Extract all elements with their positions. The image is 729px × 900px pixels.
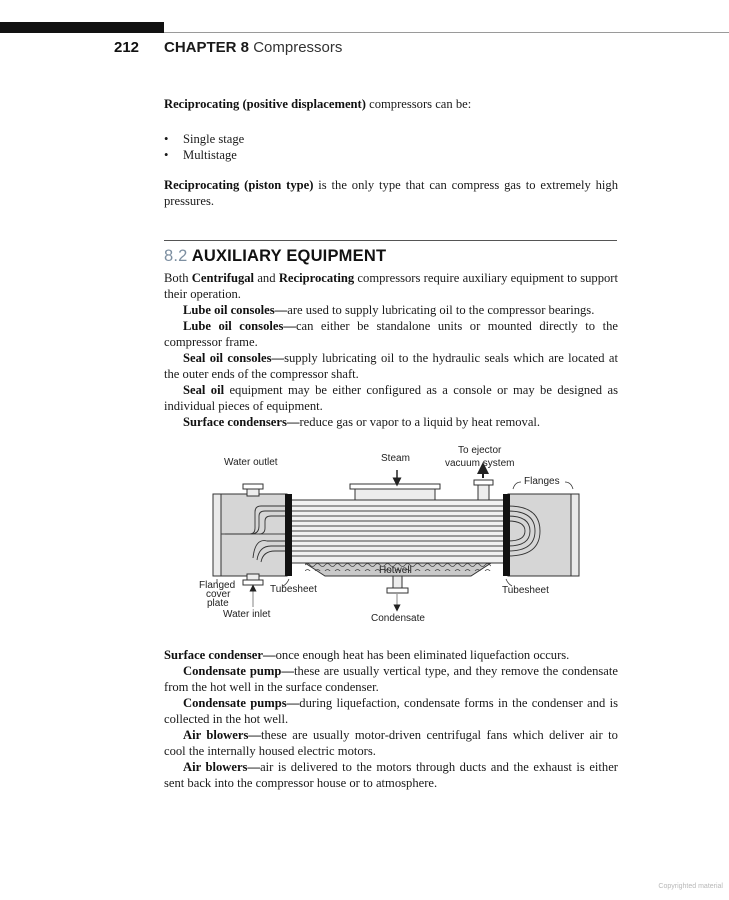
bullet-item: • Multistage	[164, 147, 618, 163]
body-item	[164, 759, 618, 791]
item-term: Lube oil consoles—	[183, 319, 296, 333]
bold-run: Centrifugal	[191, 271, 255, 285]
section-body	[164, 270, 618, 430]
label-flanges: Flanges	[524, 476, 560, 487]
item-term: Condensate pumps—	[183, 696, 300, 710]
right-tubesheet	[503, 494, 510, 576]
section-number: 8.2	[164, 247, 188, 265]
item-term: Surface condensers—	[183, 415, 300, 429]
section-paragraph	[164, 270, 618, 302]
section-item	[164, 414, 618, 430]
item-text: reduce gas or vapor to a liquid by heat removal.	[299, 415, 541, 429]
flanged-cover-plate	[213, 494, 221, 576]
item-text: supply lubricating oil to the hydraulic seals which are located at the outer ends of the compressor shaft.	[164, 351, 618, 381]
section-heading	[164, 247, 386, 266]
item-term: Seal oil	[183, 383, 225, 397]
label-to-ejector: To ejector	[458, 445, 502, 456]
bullet-list	[164, 131, 618, 163]
item-term: Seal oil consoles—	[183, 351, 285, 365]
section-item	[164, 302, 618, 318]
ejector-flange	[474, 480, 493, 485]
text-run: Both	[164, 271, 192, 285]
label-vacuum-system: vacuum system	[445, 458, 515, 469]
item-text: once enough heat has been eliminated liquefaction occurs.	[275, 648, 570, 662]
chapter-label: CHAPTER 8	[164, 39, 250, 56]
intro-paragraph-2	[164, 177, 618, 209]
steam-flange	[350, 484, 440, 489]
label-steam: Steam	[381, 453, 410, 464]
text-run: and	[254, 271, 279, 285]
label-hotwell: Hotwell	[379, 565, 412, 576]
chapter-heading	[164, 39, 342, 56]
section-rule	[164, 240, 617, 241]
header-bar	[0, 22, 164, 33]
section-title: AUXILIARY EQUIPMENT	[191, 247, 387, 265]
label-flanged: Flanged	[199, 580, 236, 591]
water-outlet-flange	[243, 484, 263, 489]
item-text: these are usually motor-driven centrifugal fans which deliver air to cool the internally housed electric motors.	[164, 728, 618, 758]
item-term: Lube oil consoles—	[183, 303, 288, 317]
intro-p1-text: compressors can be:	[365, 97, 472, 111]
header-rule	[164, 32, 729, 33]
copyright-notice: Copyrighted material	[658, 883, 723, 890]
item-text: air is delivered to the motors through ducts and the exhaust is either sent back into the compressor house or to atmosphere.	[164, 760, 618, 790]
body-item	[164, 663, 618, 695]
body-item	[164, 727, 618, 759]
body-item	[164, 647, 618, 663]
item-text: these are usually vertical type, and they remove the condensate from the hot well in the surface condenser.	[164, 664, 618, 694]
section-item	[164, 350, 618, 382]
water-inlet-flange	[243, 580, 263, 585]
label-tubesheet-right: Tubesheet	[502, 585, 549, 596]
intro-p2-text: is the only type that can compress gas to extremely high pressures.	[164, 178, 619, 208]
section-item	[164, 318, 618, 350]
item-text: are used to supply lubricating oil to the compressor bearings.	[287, 303, 595, 317]
label-cover: cover	[206, 589, 231, 600]
item-term: Condensate pump—	[183, 664, 294, 678]
intro-p1-bold: Reciprocating (positive displacement)	[164, 97, 366, 111]
intro-paragraph-1	[164, 96, 618, 112]
label-water-outlet: Water outlet	[224, 457, 278, 468]
condenser-diagram	[195, 442, 595, 627]
label-water-inlet: Water inlet	[223, 609, 271, 620]
text-run: compressors require auxiliary equipment to support their operation.	[164, 271, 618, 301]
right-cover-plate	[571, 494, 579, 576]
section-item	[164, 382, 618, 414]
bullet-item: • Single stage	[164, 131, 618, 147]
item-term: Air blowers—	[183, 728, 261, 742]
body-item	[164, 695, 618, 727]
left-tubesheet	[285, 494, 292, 576]
running-header	[0, 39, 729, 59]
chapter-title: Compressors	[253, 39, 343, 56]
intro-p2-bold: Reciprocating (piston type)	[164, 178, 314, 192]
bold-run: Reciprocating	[278, 271, 355, 285]
item-term: Air blowers—	[183, 760, 261, 774]
condensate-flange	[387, 588, 408, 593]
surface-condenser-figure	[195, 442, 595, 627]
item-text: can either be standalone units or mounted directly to the compressor frame.	[164, 319, 618, 349]
item-text: equipment may be either configured as a console or may be designed as individual pieces of equipment.	[164, 383, 618, 413]
item-text: during liquefaction, condensate forms in the condenser and is collected in the hot well.	[164, 696, 618, 726]
label-plate: plate	[207, 598, 229, 609]
item-term: Surface condenser—	[164, 648, 276, 662]
after-figure-body	[164, 647, 618, 791]
page-number: 212	[114, 39, 140, 56]
label-condensate: Condensate	[371, 613, 425, 624]
label-tubesheet-left: Tubesheet	[270, 584, 317, 595]
